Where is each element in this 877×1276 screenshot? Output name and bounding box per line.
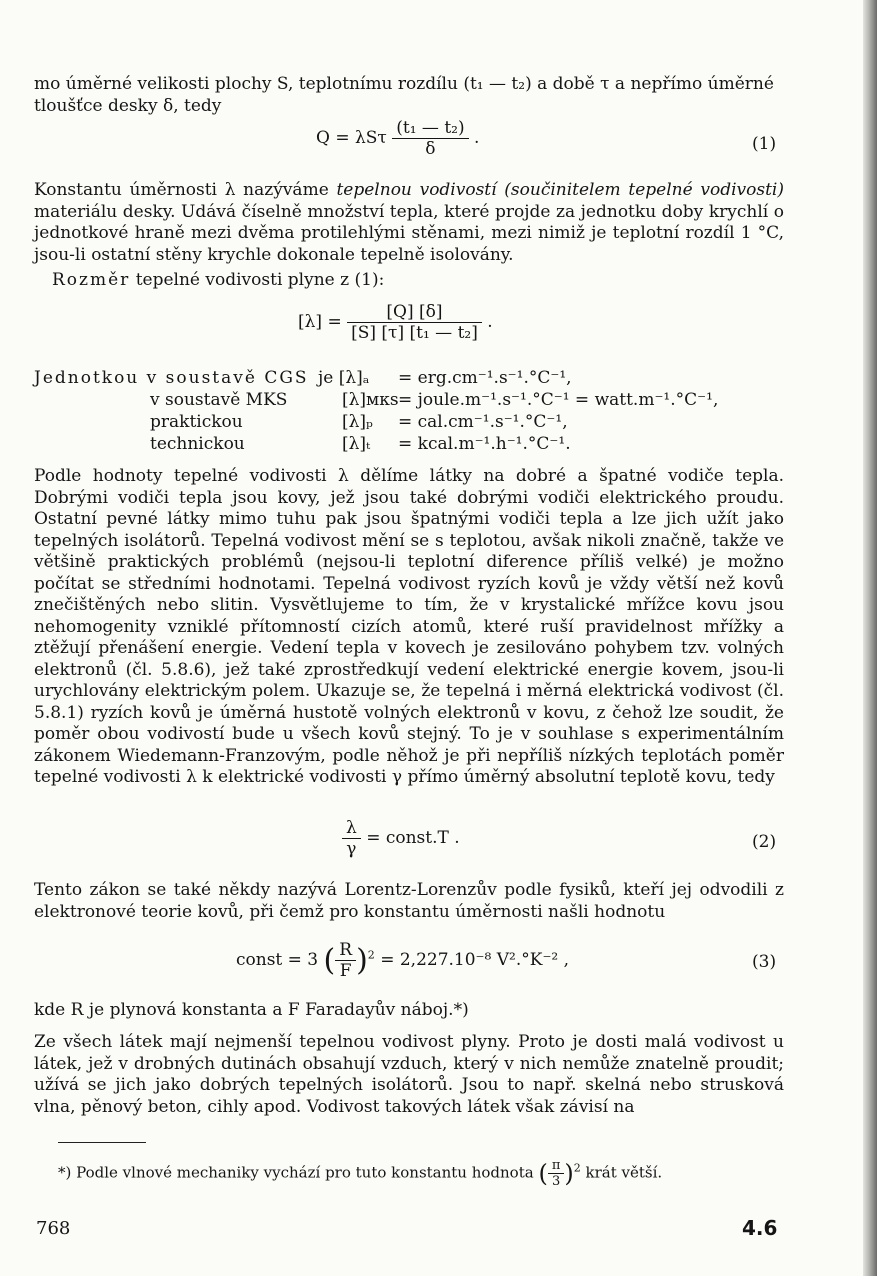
unit-symbol: je [λ]ₐ: [318, 368, 370, 388]
eq3-fraction: [335, 940, 356, 981]
eqd-denominator: [S] [τ] [t₁ — t₂]: [351, 323, 478, 343]
eq2-fraction: [342, 818, 361, 859]
unit-value: = joule.m⁻¹.s⁻¹.°C⁻¹ = watt.m⁻¹.°C⁻¹,: [398, 390, 719, 410]
footnote: *) Podle vlnové mechaniky vychází pro tuto konstantu hodnota ( $\frac{\pi}{3}$ )$^2$ krát větší.: [58, 1158, 663, 1189]
unit-value: = kcal.m⁻¹.h⁻¹.°C⁻¹.: [398, 434, 571, 454]
dimension-heading: Rozměr tepelné vodivosti plyne z (1):: [52, 270, 385, 290]
paragraph-thermal-conductivity: Konstantu úměrnosti λ nazýváme tepelnou vodivostí (součinitelem tepelné vodivosti) materiálu desky. Udává číselně množství tepla, které projde za jednotku doby krychlí o jednotkové hraně mezi dvěma protilehlými stěnami, mezi nimiž je teplotní rozdíl 1 °C, jsou-li ostatní stěny krychle dokonale tepelně isolovány.: [34, 180, 785, 265]
eq3-denominator: F: [339, 961, 352, 981]
equation-2: [342, 818, 460, 859]
eqd-numerator: [Q] [δ]: [347, 302, 482, 323]
equation-1: [316, 118, 479, 159]
unit-symbol: [λ]ₚ: [342, 412, 373, 432]
text-line-2: tloušťce desky δ, tedy: [34, 96, 222, 116]
eq1-denominator: δ: [425, 139, 436, 159]
text-kde: kde R je plynová konstanta a F Faradayův náboj.*): [34, 1000, 469, 1020]
equation-1-number: (1): [752, 134, 777, 154]
footnote-fraction: [548, 1158, 565, 1189]
paragraph-conductors: Podle hodnoty tepelné vodivosti λ dělíme látky na dobré a špatné vodiče tepla. Dobrými vodiči tepla jsou kovy, jež jsou také dobrými vodiči elektrického proudu. Ostatní pevné látky mimo tuhu pak jsou špatnými vodiči tepla a lze jich užít jako tepelných isolátorů. Tepelná vodivost mění se s teplotou, avšak nikoli značně, takže ve většině praktických problémů (nejsou-li teplotní diference příliš velké) je možno počítat se středními hodnotami. Tepelná vodivost ryzích kovů je vždy větší než kovů znečištěných nebo slitin. Vysvětlujeme to tím, že v krystalické mřížce kovu jsou nehomogenity vzniklé přítomností cizích atomů, které ruší pravidelnost mřížky a ztěžují přenášení energie. Vedení tepla v kovech je zesilováno pohybem tzv. volných elektronů (čl. 5.8.6), jež také zprostředkují vedení elektrické energie kovem, jsou-li urychlovány elektrickým polem. Ukazuje se, že tepelná i měrná elektrická vodivost (čl. 5.8.1) ryzích kovů je úměrná hustotě volných elektronů v kovu, z čehož lze soudit, že poměr obou vodivostí bude u všech kovů stejný. To je v souhlase s experimentálním zákonem Wiedemann-Franzovým, podle něhož je při nepříliš nízkých teplotách poměr tepelné vodivosti λ k elektrické vodivosti γ přímo úměrný absolutní teplotě kovu, tedy: [34, 466, 784, 787]
unit-row: v soustavě MKS: [150, 390, 288, 410]
unit-row: Jednotkou v soustavě CGS: [34, 368, 309, 388]
eq3-numerator: R: [335, 940, 356, 961]
eqd-lhs: [λ] =: [298, 312, 342, 332]
unit-row: technickou: [150, 434, 245, 454]
eq1-numerator: (t₁ — t₂): [392, 118, 468, 139]
page-number: 768: [36, 1218, 71, 1239]
eq3-rhs: = 2,227.10⁻⁸ V².°K⁻² ,: [380, 950, 570, 970]
eq2-rhs: = const.T .: [366, 828, 460, 848]
eq3-lhs: const = 3: [236, 950, 319, 970]
equation-3-number: (3): [752, 952, 777, 972]
footnote-text: *) Podle vlnové mechaniky vychází pro tuto konstantu hodnota: [58, 1163, 534, 1182]
eq2-numerator: λ: [342, 818, 361, 839]
section-number: 4.6: [742, 1216, 778, 1240]
eqd-fraction: [347, 302, 482, 343]
unit-value: = cal.cm⁻¹.s⁻¹.°C⁻¹,: [398, 412, 568, 432]
eq2-denominator: γ: [346, 839, 357, 859]
eq1-lhs: Q = λSτ: [316, 128, 387, 148]
equation-2-number: (2): [752, 832, 777, 852]
eqd-tail: .: [487, 312, 493, 332]
equation-3: const = 3 ( $\frac{R}{F}$ )$^2$ = 2,227.10⁻⁸ V².°K⁻² ,: [236, 940, 570, 981]
equation-dimension: [298, 302, 493, 343]
unit-row: praktickou: [150, 412, 243, 432]
paragraph-gases: Ze všech látek mají nejmenší tepelnou vodivost plyny. Proto je dosti malá vodivost u látek, jež v drobných dutinách obsahují vzduch, který v nich nemůže znatelně proudit; užívá se jich jako dobrých tepelných isolátorů. Jsou to např. skelná nebo strusková vlna, pěnový beton, cihly apod. Vodivost takových látek však závisí na: [34, 1032, 784, 1117]
eq1-tail: .: [474, 128, 480, 148]
page-edge-shadow: [863, 0, 877, 1276]
text-line-1: mo úměrné velikosti plochy S, teplotnímu rozdílu (t₁ — t₂) a době τ a nepřímo úměrné: [34, 74, 774, 94]
footnote-numerator: π: [548, 1158, 565, 1174]
footnote-tail: krát větší.: [585, 1163, 663, 1182]
unit-symbol: [λ]ₜ: [342, 434, 371, 454]
unit-value: = erg.cm⁻¹.s⁻¹.°C⁻¹,: [398, 368, 572, 388]
footnote-denominator: 3: [551, 1174, 561, 1189]
footnote-rule: [58, 1142, 146, 1143]
unit-symbol: [λ]ᴍᴋs: [342, 390, 399, 410]
term-thermal-conductivity: tepelnou vodivostí (součinitelem tepelné vodivosti): [336, 180, 785, 200]
eq1-fraction: [392, 118, 468, 159]
paragraph-lorentz: Tento zákon se také někdy nazývá Lorentz-Lorenzův podle fysiků, kteří jej odvodili z elektronové teorie kovů, při čemž pro konstantu úměrnosti našli hodnotu: [34, 880, 784, 922]
